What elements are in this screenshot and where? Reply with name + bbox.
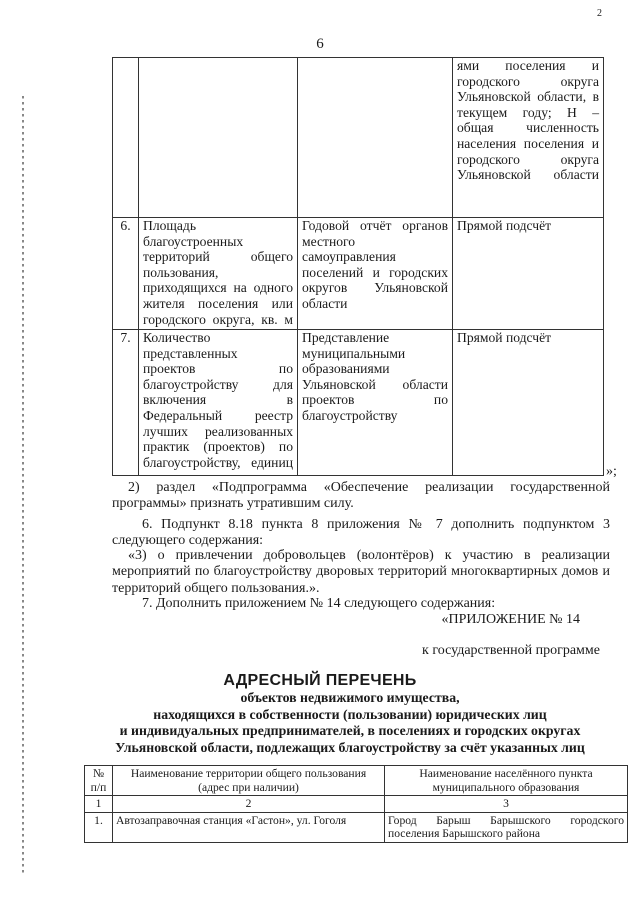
list-subtitle-line-2: находящихся в собственности (пользовании) юридических лиц [153, 707, 547, 722]
indicator-name [139, 58, 298, 218]
data-source [298, 58, 453, 218]
table-row [85, 812, 628, 842]
list-title: АДРЕСНЫЙ ПЕРЕЧЕНЬ [223, 672, 417, 689]
table-header-row [85, 766, 628, 796]
paragraph-volunteers: «3) о привлечении добровольцев (волонтёров) к участию в реализации мероприятий по благоустройству дворовых территорий многоквартирных домов и территорий общего пользования.». [112, 548, 610, 596]
paragraph-subpoint-8-18: 6. Подпункт 8.18 пункта 8 приложения № 7 дополнить подпунктом 3 следующего содержания: [112, 517, 610, 549]
binding-edge-dots [22, 96, 24, 876]
numbering-1: 1 [85, 796, 113, 813]
calculation-method: Прямой подсчёт [453, 330, 604, 476]
appendix-label: «ПРИЛОЖЕНИЕ № 14 [441, 612, 580, 627]
indicator-name: Площадь благоустроенных территорий общего пользования, приходящихся на одного жителя поселения или городского округа, кв. м [139, 218, 298, 330]
row-number: 1. [85, 812, 113, 842]
settlement-name: Город Барыш Барышского городского поселения Барышского района [385, 812, 628, 842]
header-settlement: Наименование населённого пункта муниципального образования [385, 766, 628, 796]
header-number: № п/п [85, 766, 113, 796]
paragraph-add-appendix: 7. Дополнить приложением № 14 следующего содержания: [142, 596, 496, 611]
indicator-name: Количество представленных проектов по благоустройству для включения в Федеральный реестр лучших реализованных практик (проектов) по благоустройству, единиц [139, 330, 298, 476]
data-source: Годовой отчёт органов местного самоуправления поселений и городских округов Ульяновской области [298, 218, 453, 330]
data-source: Представление муниципальными образованиями Ульяновской области проектов по благоустройству [298, 330, 453, 476]
indicators-table [112, 57, 604, 476]
address-list-table [84, 765, 628, 843]
table-row [113, 330, 604, 476]
calculation-method: Прямой подсчёт [453, 218, 604, 330]
calculation-method: ями поселения и городского округа Ульяновской области, в текущем году; Н – общая численность населения поселения и городского округа Ульяновской области [453, 58, 604, 218]
row-number: 6. [113, 218, 139, 330]
page-number: 6 [316, 36, 324, 52]
corner-mark: 2 [597, 8, 602, 19]
row-number: 7. [113, 330, 139, 476]
table-numbering-row [85, 796, 628, 813]
row-number [113, 58, 139, 218]
appendix-program-ref: к государственной программе [422, 643, 600, 658]
table-closing-quote: »; [606, 464, 617, 479]
territory-name: Автозаправочная станция «Гастон», ул. Гоголя [113, 812, 385, 842]
table-row [113, 58, 604, 218]
list-subtitle-line-3: и индивидуальных предпринимателей, в поселениях и городских округах [119, 723, 581, 738]
table-row [113, 218, 604, 330]
numbering-2: 2 [113, 796, 385, 813]
paragraph-section-repeal: 2) раздел «Подпрограмма «Обеспечение реализации государственной программы» признать утратившим силу. [112, 480, 610, 512]
list-subtitle-line-4: Ульяновской области, подлежащих благоустройству за счёт указанных лиц [115, 740, 585, 755]
numbering-3: 3 [385, 796, 628, 813]
header-territory: Наименование территории общего пользования (адрес при наличии) [113, 766, 385, 796]
list-subtitle-line-1: объектов недвижимого имущества, [240, 690, 460, 705]
